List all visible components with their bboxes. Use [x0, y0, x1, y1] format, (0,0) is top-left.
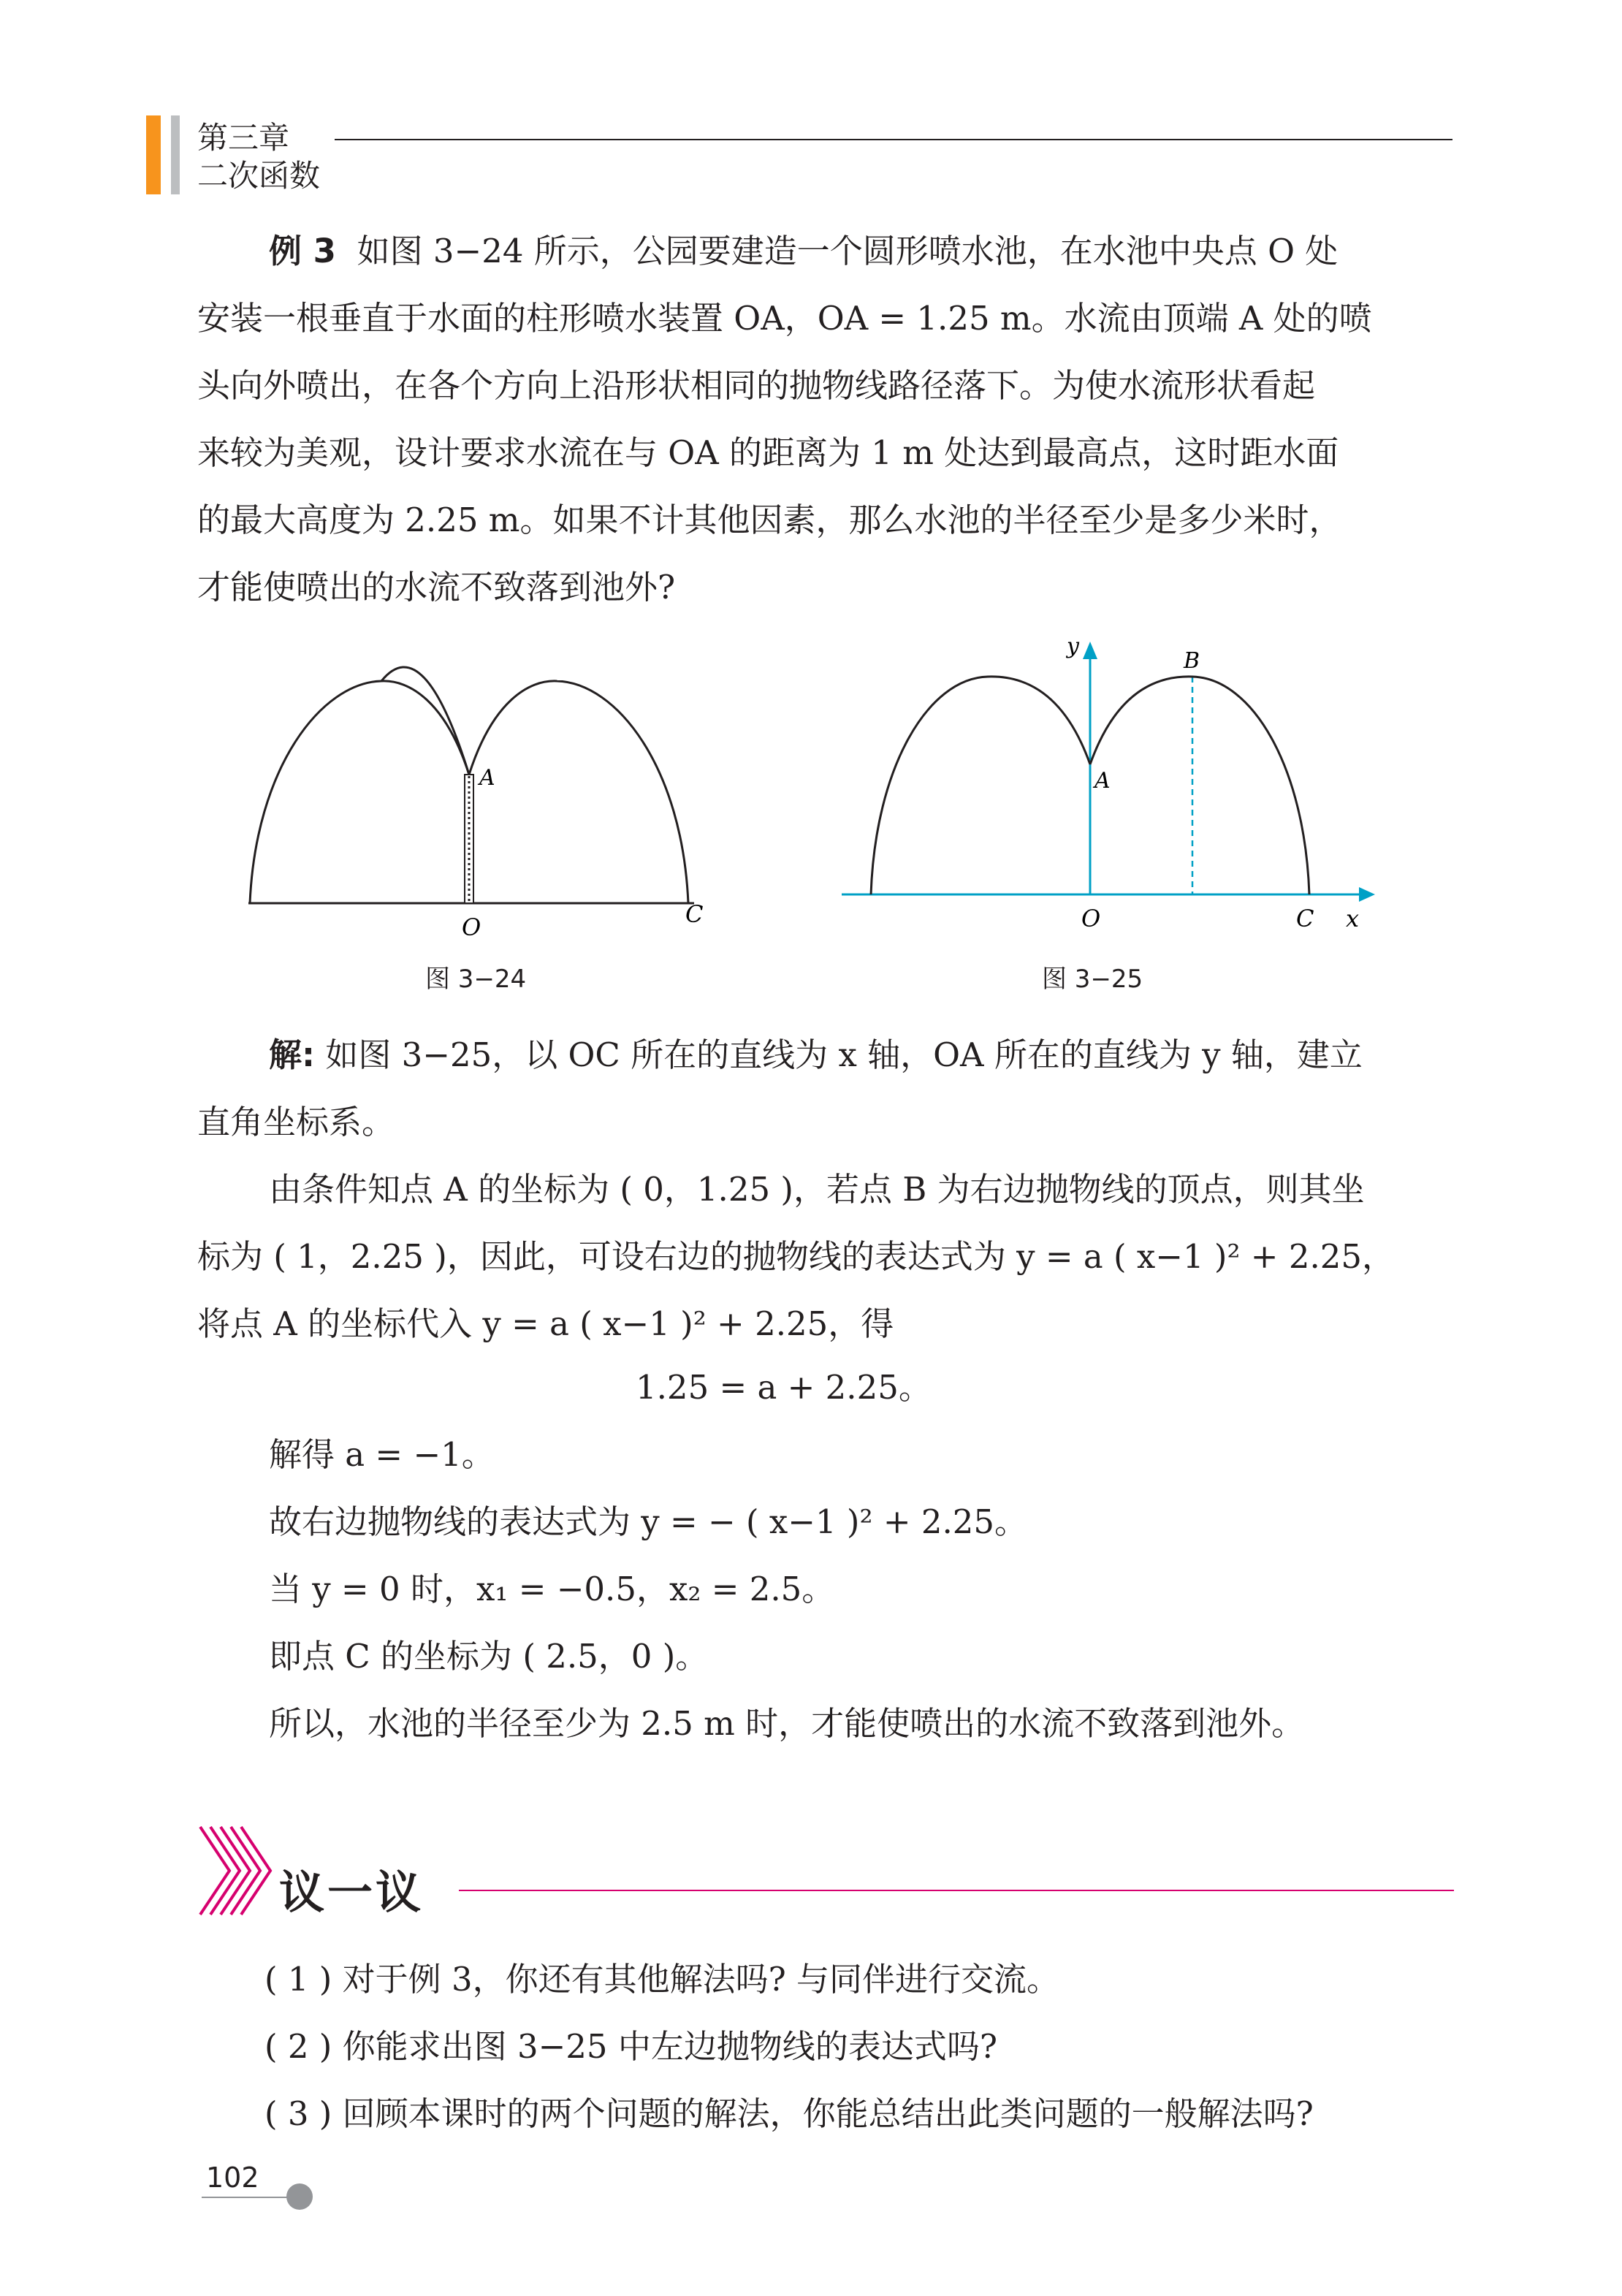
- example-line-5: 的最大高度为 2.25 m。如果不计其他因素，那么水池的半径至少是多少米时，: [197, 501, 1342, 539]
- solution-line-5: 将点 A 的坐标代入 y = a ( x−1 )² + 2.25，得: [197, 1304, 894, 1343]
- example-line-4: 来较为美观，设计要求水流在与 OA 的距离为 1 m 处达到最高点，这时距水面: [197, 433, 1339, 472]
- point-c-line: 即点 C 的坐标为 ( 2.5，0 )。: [269, 1637, 709, 1676]
- fig1-label-a: A: [479, 765, 495, 791]
- fig2-label-o: O: [1081, 905, 1101, 932]
- figure-3-24-caption: 图 3−24: [425, 965, 527, 994]
- solution-label: 解:: [269, 1035, 315, 1074]
- header-rule: [335, 139, 1452, 140]
- fig1-label-o: O: [462, 913, 481, 941]
- x-axis-arrow: [1359, 887, 1375, 902]
- question-3: ( 3 ) 回顾本课时的两个问题的解法，你能总结出此类问题的一般解法吗?: [264, 2094, 1314, 2133]
- fig2-label-c: C: [1296, 905, 1314, 932]
- discuss-rule: [459, 1890, 1454, 1891]
- header-gray-bar: [171, 115, 180, 194]
- solution-line-3: 由条件知点 A 的坐标为 ( 0，1.25 )，若点 B 为右边抛物线的顶点，则其坐: [269, 1170, 1365, 1209]
- example-line-1: 例 3 如图 3−24 所示，公园要建造一个圆形喷水池，在水池中央点 O 处: [269, 232, 1339, 270]
- right-parabola: [469, 681, 688, 903]
- page-dot: [286, 2183, 313, 2210]
- result-line: 故右边抛物线的表达式为 y = − ( x−1 )² + 2.25。: [269, 1502, 1028, 1541]
- solution-line-4: 标为 ( 1，2.25 )，因此，可设右边的抛物线的表达式为 y = a ( x−1 )² + 2.25，: [197, 1237, 1396, 1276]
- left-parabola: [250, 681, 469, 903]
- solution-line-1: 解: 如图 3−25，以 OC 所在的直线为 x 轴，OA 所在的直线为 y 轴，建立: [269, 1035, 1363, 1074]
- fig2-label-b: B: [1184, 648, 1200, 674]
- fig2-label-y: y: [1067, 634, 1079, 659]
- figure-3-25-caption: 图 3−25: [1042, 965, 1143, 994]
- fig1-label-c: C: [685, 900, 704, 928]
- page-number-rule: [202, 2197, 289, 2198]
- left-parabola: [871, 677, 1090, 894]
- left-parabola-upper: [381, 667, 469, 775]
- section-title: 二次函数: [197, 158, 321, 194]
- figure-3-25: [826, 628, 1396, 950]
- discuss-title: 议一议: [279, 1866, 424, 1919]
- y-axis-arrow: [1083, 642, 1097, 659]
- roots-line: 当 y = 0 时，x₁ = −0.5，x₂ = 2.5。: [269, 1570, 835, 1608]
- fig2-label-a: A: [1094, 768, 1111, 794]
- question-2: ( 2 ) 你能求出图 3−25 中左边抛物线的表达式吗?: [264, 2027, 997, 2066]
- solution-paragraph: [197, 1022, 1454, 1358]
- chapter-title: 第三章: [197, 120, 290, 156]
- figure-3-24: [241, 658, 738, 950]
- page-number: 102: [206, 2162, 259, 2194]
- conclusion-line: 所以，水池的半径至少为 2.5 m 时，才能使喷出的水流不致落到池外。: [269, 1704, 1305, 1743]
- example-line-2: 安装一根垂直于水面的柱形喷水装置 OA，OA = 1.25 m。水流由顶端 A 处的喷: [197, 299, 1372, 338]
- example-label: 例 3: [269, 232, 336, 270]
- header-orange-bar: [146, 115, 161, 194]
- example-line-3: 头向外喷出，在各个方向上沿形状相同的抛物线路径落下。为使水流形状看起: [197, 366, 1316, 405]
- solution-line-2: 直角坐标系。: [197, 1103, 395, 1141]
- example-paragraph: [197, 218, 1454, 621]
- chevron-arrows-icon: [197, 1820, 278, 1922]
- example-line-6: 才能使喷出的水流不致落到池外?: [197, 568, 676, 607]
- question-1: ( 1 ) 对于例 3，你还有其他解法吗? 与同伴进行交流。: [264, 1960, 1060, 1999]
- solve-line: 解得 a = −1。: [269, 1435, 495, 1474]
- equation: 1.25 = a + 2.25。: [636, 1368, 932, 1407]
- fig2-label-x: x: [1346, 905, 1360, 932]
- right-parabola: [1090, 677, 1309, 894]
